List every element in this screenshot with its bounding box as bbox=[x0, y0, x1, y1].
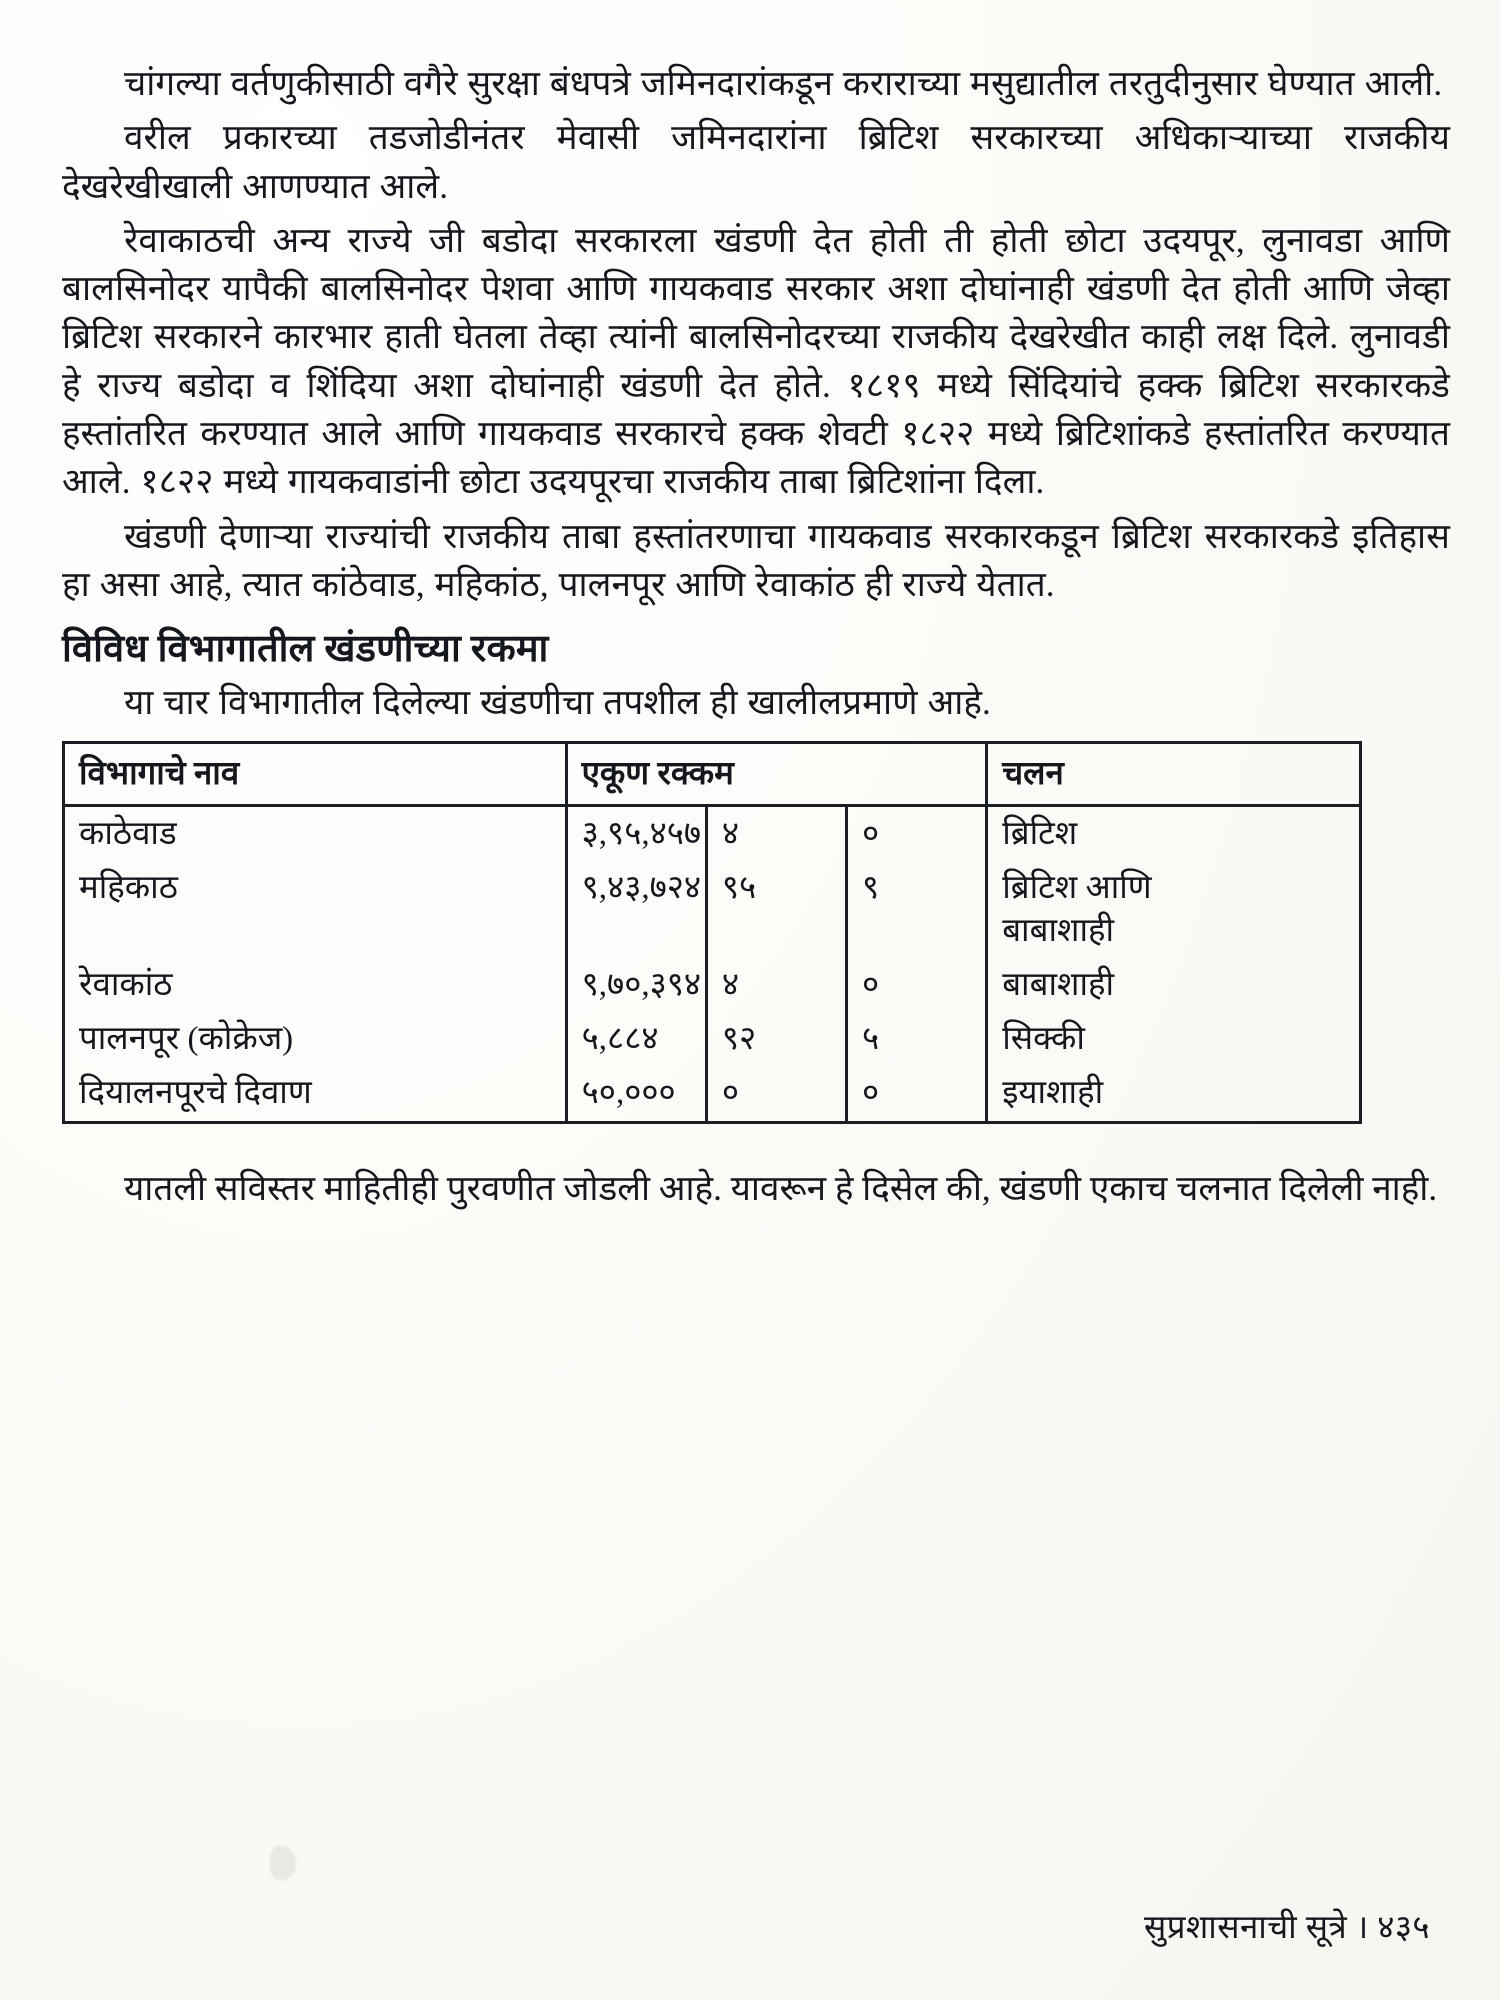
cell-division-name: रेवाकांठ bbox=[64, 958, 567, 1012]
paragraph-3: रेवाकाठची अन्य राज्ये जी बडोदा सरकारला खंडणी देत होती ती होती छोटा उदयपूर, लुनावडा आणि बालसिनोदर यापैकी बालसिनोदर पेशवा आणि गायकवाड सरकार अशा दोघांनाही खंडणी देत होती आणि जेव्हा ब्रिटिश सरकारने कारभार हाती घेतला तेव्हा त्यांनी बालसिनोदरच्या राजकीय देखरेखीत काही लक्ष दिले. लुनावडी हे राज्य बडोदा व शिंदिया अशा दोघांनाही खंडणी देत होते. १८१९ मध्ये सिंदियांचे हक्क ब्रिटिश सरकारकडे हस्तांतरित करण्यात आले आणि गायकवाड सरकारचे हक्क शेवटी १८२२ मध्ये ब्रिटिशांकडे हस्तांतरित करण्यात आले. १८२२ मध्ये गायकवाडांनी छोटा उदयपूरचा राजकीय ताबा ब्रिटिशांना दिला. bbox=[62, 220, 1450, 502]
cell-amount: ५,८८४ bbox=[566, 1012, 706, 1066]
cell-amount-annas: ४ bbox=[706, 806, 846, 862]
header-currency: चलन bbox=[987, 742, 1361, 805]
table-row bbox=[64, 1012, 1361, 1066]
cell-division-name: काठेवाड bbox=[64, 806, 567, 862]
cell-amount: ५०,००० bbox=[566, 1066, 706, 1122]
cell-currency bbox=[987, 861, 1361, 957]
cell-amount-paise: ० bbox=[847, 806, 987, 862]
cell-currency-line-2: बाबाशाही bbox=[1002, 912, 1115, 949]
table-header-row bbox=[64, 742, 1361, 805]
section-heading: विविध विभागातील खंडणीच्या रकमा bbox=[62, 628, 549, 671]
table-row bbox=[64, 861, 1361, 957]
page-smudge bbox=[270, 1846, 296, 1880]
cell-currency: ब्रिटिश bbox=[1002, 816, 1078, 853]
cell-amount: ३,९५,४५७ bbox=[566, 806, 706, 862]
cell-currency-line-1: ब्रिटिश आणि bbox=[1002, 870, 1152, 907]
cell-division-name: महिकाठ bbox=[64, 861, 567, 957]
cell-division-name: पालनपूर (कोक्रेज) bbox=[64, 1012, 567, 1066]
cell-amount: ९,४३,७२४ bbox=[566, 861, 706, 957]
tribute-table-wrapper bbox=[62, 741, 1462, 1124]
cell-amount-paise: ० bbox=[847, 958, 987, 1012]
tribute-table bbox=[62, 741, 1362, 1124]
cell-currency: सिक्की bbox=[1002, 1021, 1085, 1058]
cell-currency-lines bbox=[1002, 867, 1347, 951]
cell-currency: इयाशाही bbox=[1002, 1075, 1104, 1112]
cell-amount: ९,७०,३९४ bbox=[566, 958, 706, 1012]
header-division-name: विभागाचे नाव bbox=[64, 742, 567, 805]
page-footer: सुप्रशासनाची सूत्रे । ४३५ bbox=[1143, 1910, 1430, 1946]
paragraph-4: खंडणी देणाऱ्या राज्यांची राजकीय ताबा हस्तांतरणाचा गायकवाड सरकारकडून ब्रिटिश सरकारकडे इतिहास हा असा आहे, त्यात कांठेवाड, महिकांठ, पालनपूर आणि रेवाकांठ ही राज्ये येतात. bbox=[62, 516, 1450, 604]
page-content bbox=[62, 60, 1462, 1213]
header-total-amount: एकूण रक्कम bbox=[566, 742, 987, 805]
cell-amount-annas: ९२ bbox=[706, 1012, 846, 1066]
cell-amount-paise: ९ bbox=[847, 861, 987, 957]
closing-paragraph: यातली सविस्तर माहितीही पुरवणीत जोडली आहे. यावरून हे दिसेल की, खंडणी एकाच चलनात दिलेली नाही. bbox=[124, 1168, 1438, 1208]
table-row bbox=[64, 1066, 1361, 1122]
cell-amount-annas: ९५ bbox=[706, 861, 846, 957]
cell-amount-annas: ० bbox=[706, 1066, 846, 1122]
cell-amount-annas: ४ bbox=[706, 958, 846, 1012]
table-row bbox=[64, 958, 1361, 1012]
table-row bbox=[64, 806, 1361, 862]
cell-amount-paise: ५ bbox=[847, 1012, 987, 1066]
table-intro-paragraph: या चार विभागातील दिलेल्या खंडणीचा तपशील ही खालीलप्रमाणे आहे. bbox=[124, 682, 991, 722]
table-head bbox=[64, 742, 1361, 805]
paragraph-2: वरील प्रकारच्या तडजोडीनंतर मेवासी जमिनदारांना ब्रिटिश सरकारच्या अधिकाऱ्याच्या राजकीय देखरेखीखाली आणण्यात आले. bbox=[62, 118, 1450, 206]
paragraph-1: चांगल्या वर्तणुकीसाठी वगैरे सुरक्षा बंधपत्रे जमिनदारांकडून कराराच्या मसुद्यातील तरतुदीनुसार घेण्यात आली. bbox=[124, 64, 1443, 103]
cell-division-name: दियालनपूरचे दिवाण bbox=[64, 1066, 567, 1122]
cell-currency: बाबाशाही bbox=[1002, 966, 1115, 1003]
table-body bbox=[64, 806, 1361, 1122]
cell-amount-paise: ० bbox=[847, 1066, 987, 1122]
